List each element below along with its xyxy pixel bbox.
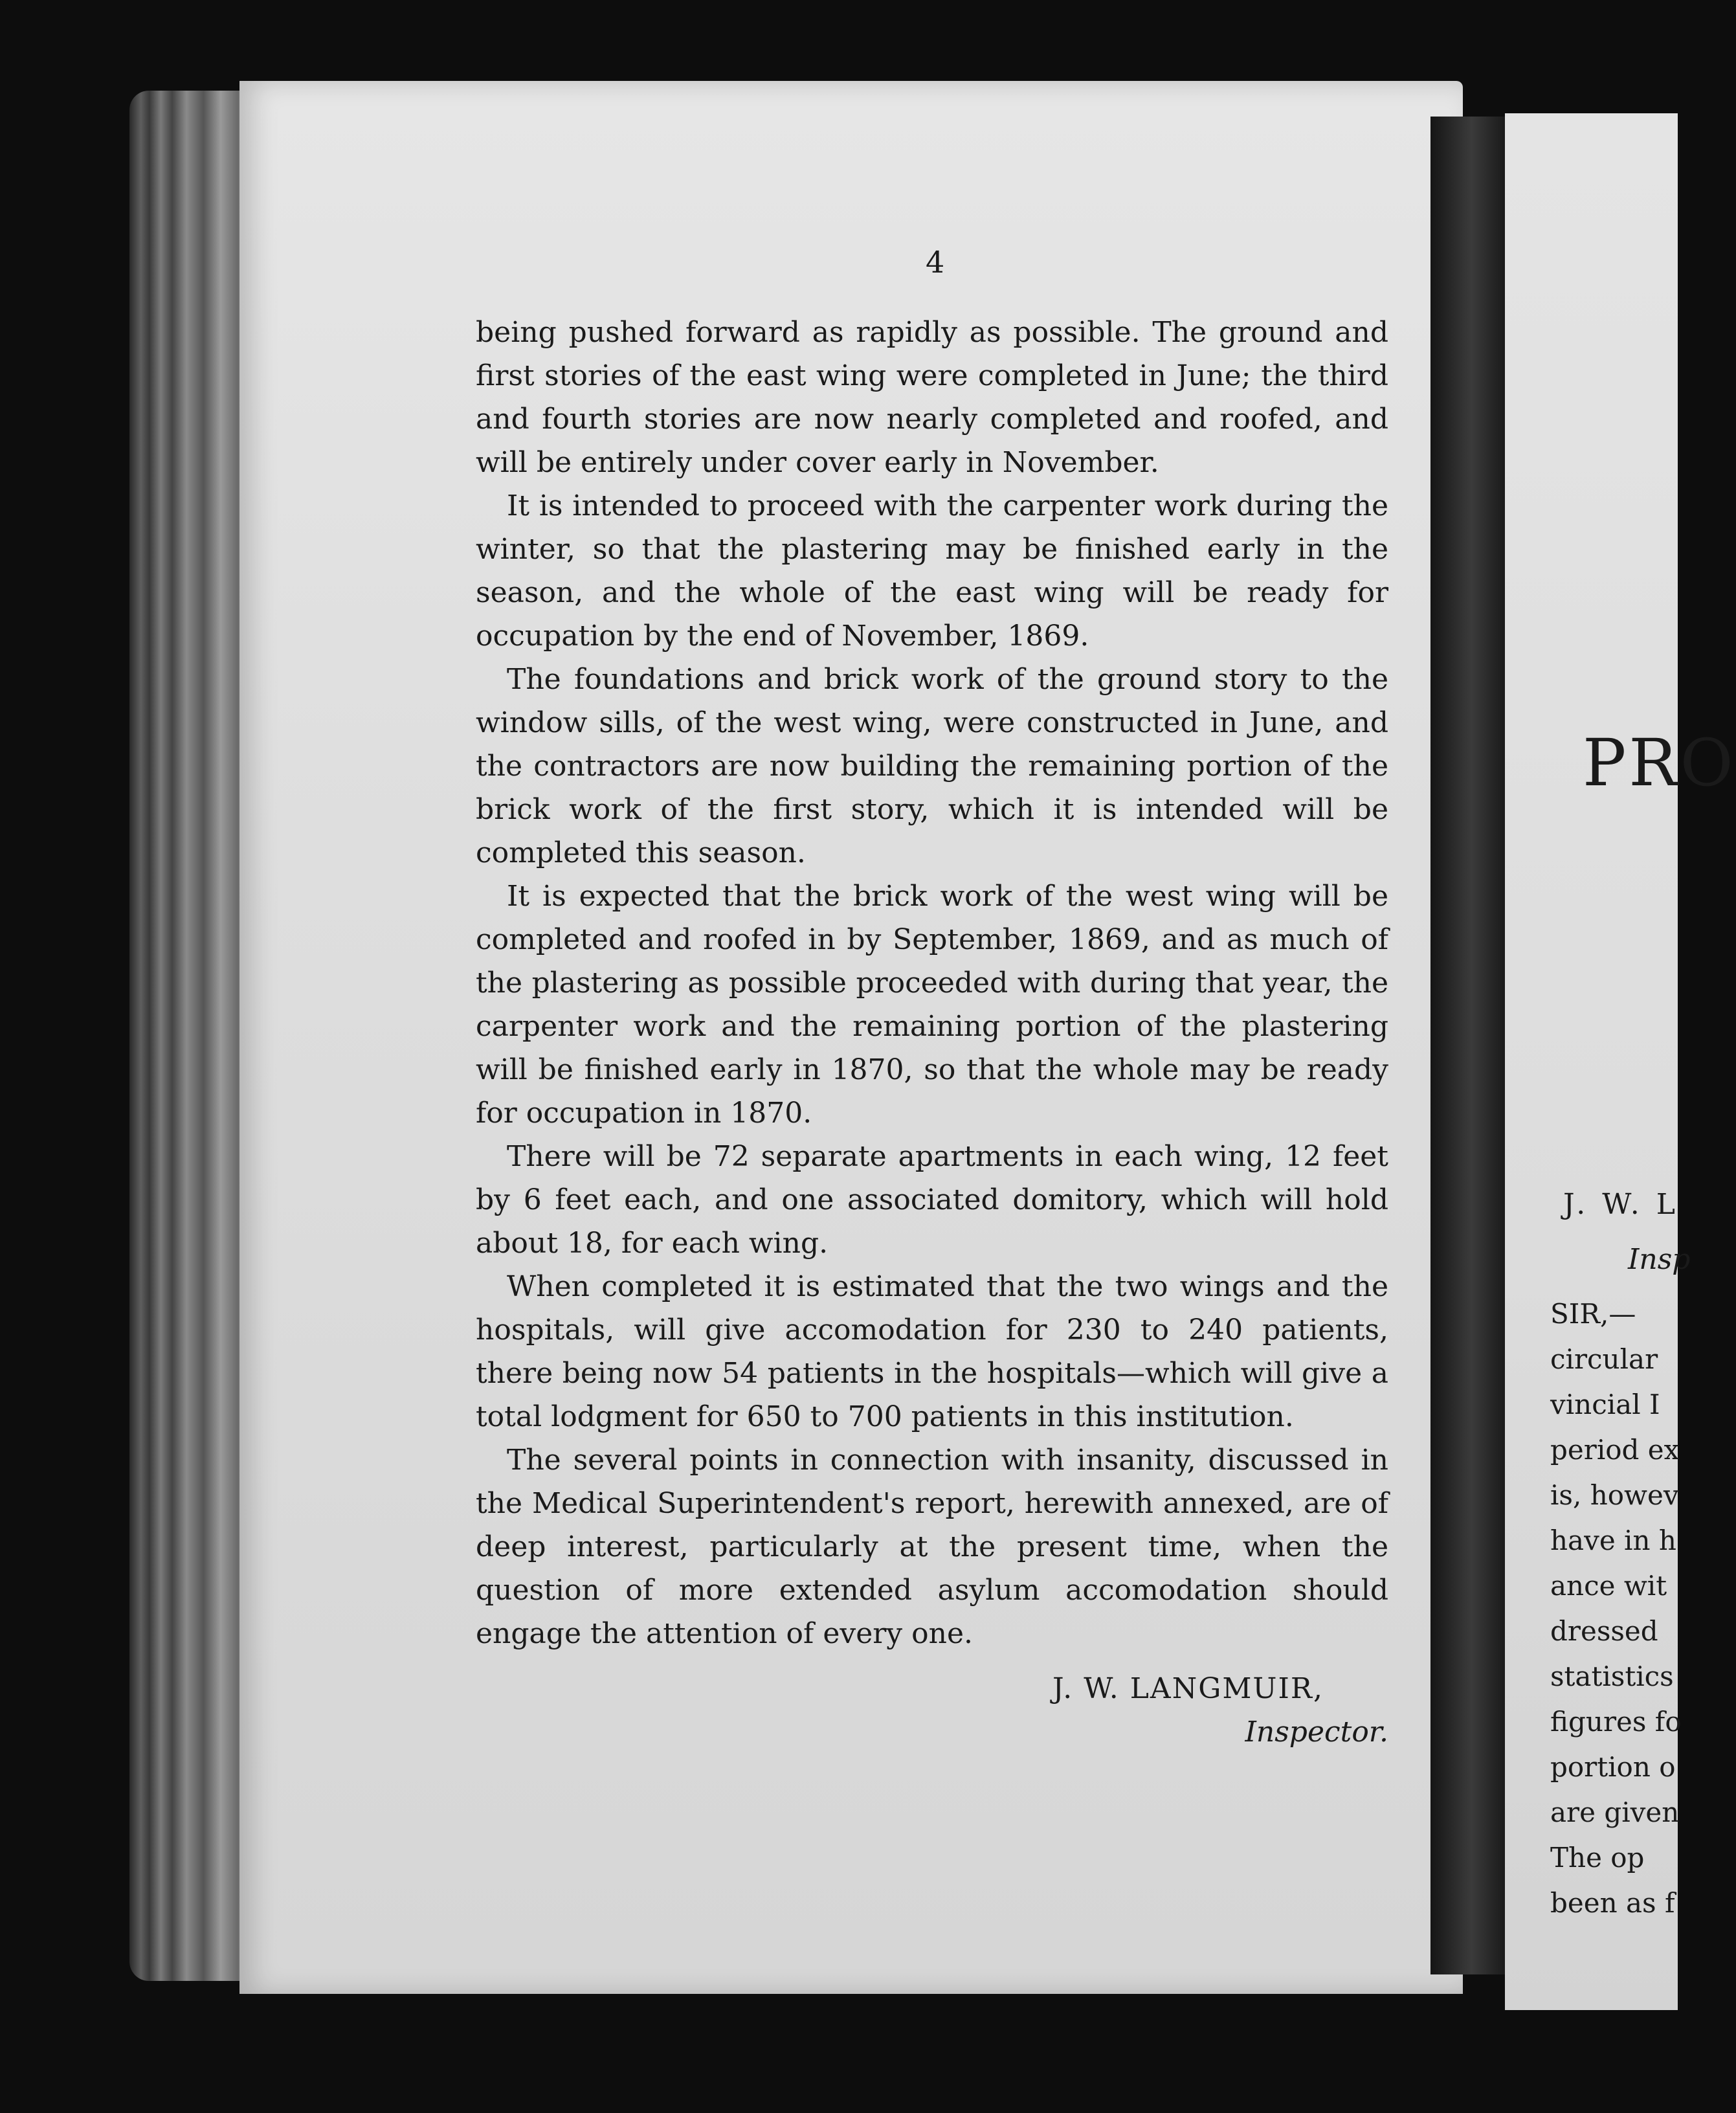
right-page-line: period ex bbox=[1550, 1434, 1680, 1466]
right-page-line: ance wit bbox=[1550, 1570, 1667, 1602]
paragraph: When completed it is estimated that the two wings and the hospitals, will give accomodation for 230 to 240 patients, there being now 54 patients in the hospitals—which will give a total lodgment for 650 to 700 patients in this institution. bbox=[476, 1270, 1388, 1433]
right-page-line: dressed bbox=[1550, 1615, 1658, 1647]
right-page-text bbox=[1550, 1291, 1682, 1926]
paragraph: being pushed forward as rapidly as possible. The ground and first stories of the east wing were completed in June; the third and fourth stories are now nearly completed and roofed, and will be entirely under cover early in November. bbox=[476, 316, 1388, 479]
paragraph: It is intended to proceed with the carpenter work during the winter, so that the plastering may be finished early in the season, and the whole of the east wing will be ready for occupation by the end of November, 1869. bbox=[476, 489, 1388, 653]
paragraph: The several points in connection with insanity, discussed in the Medical Superintendent's report, herewith annexed, are of deep interest, particularly at the present time, when the question of more extended asylum accomodation should engage the attention of every one. bbox=[476, 1444, 1388, 1650]
right-page-line: figures fo bbox=[1550, 1706, 1682, 1738]
right-page-line: SIR,— bbox=[1550, 1298, 1636, 1330]
right-page-addressee-title: Insp bbox=[1628, 1243, 1691, 1276]
right-page-line: been as f bbox=[1550, 1887, 1675, 1919]
right-page-line: portion o bbox=[1550, 1751, 1676, 1783]
page-number: 4 bbox=[926, 245, 945, 280]
right-page-line: vincial I bbox=[1550, 1389, 1660, 1420]
right-page-line: The op bbox=[1550, 1842, 1645, 1873]
right-page-addressee: J. W. L bbox=[1563, 1188, 1679, 1221]
right-page-heading: PRO bbox=[1583, 725, 1736, 801]
book-gutter bbox=[1430, 117, 1505, 1974]
right-page bbox=[1505, 113, 1736, 2010]
right-page-line: is, howev bbox=[1550, 1479, 1679, 1511]
right-page-line: have in h bbox=[1550, 1525, 1676, 1556]
signature-name: J. W. LANGMUIR, bbox=[1052, 1672, 1324, 1705]
right-page-line: circular bbox=[1550, 1343, 1658, 1375]
signature-title: Inspector. bbox=[1245, 1716, 1388, 1749]
page-body bbox=[476, 311, 1388, 1754]
paragraph: It is expected that the brick work of the west wing will be completed and roofed in by September, 1869, and as much of the plastering as possible proceeded with during that year, the carpenter work and the remaining portion of the plastering will be finished early in 1870, so that the whole may be ready for occupation in 1870. bbox=[476, 880, 1388, 1130]
right-page-line: statistics bbox=[1550, 1660, 1674, 1692]
right-page-line: are given bbox=[1550, 1796, 1680, 1828]
paragraph: The foundations and brick work of the ground story to the window sills, of the west wing, were constructed in June, and the contractors are now building the remaining portion of the brick work of the first story, which it is intended will be completed this season. bbox=[476, 663, 1388, 869]
paragraph: There will be 72 separate apartments in each wing, 12 feet by 6 feet each, and one associated domitory, which will hold about 18, for each wing. bbox=[476, 1140, 1388, 1260]
